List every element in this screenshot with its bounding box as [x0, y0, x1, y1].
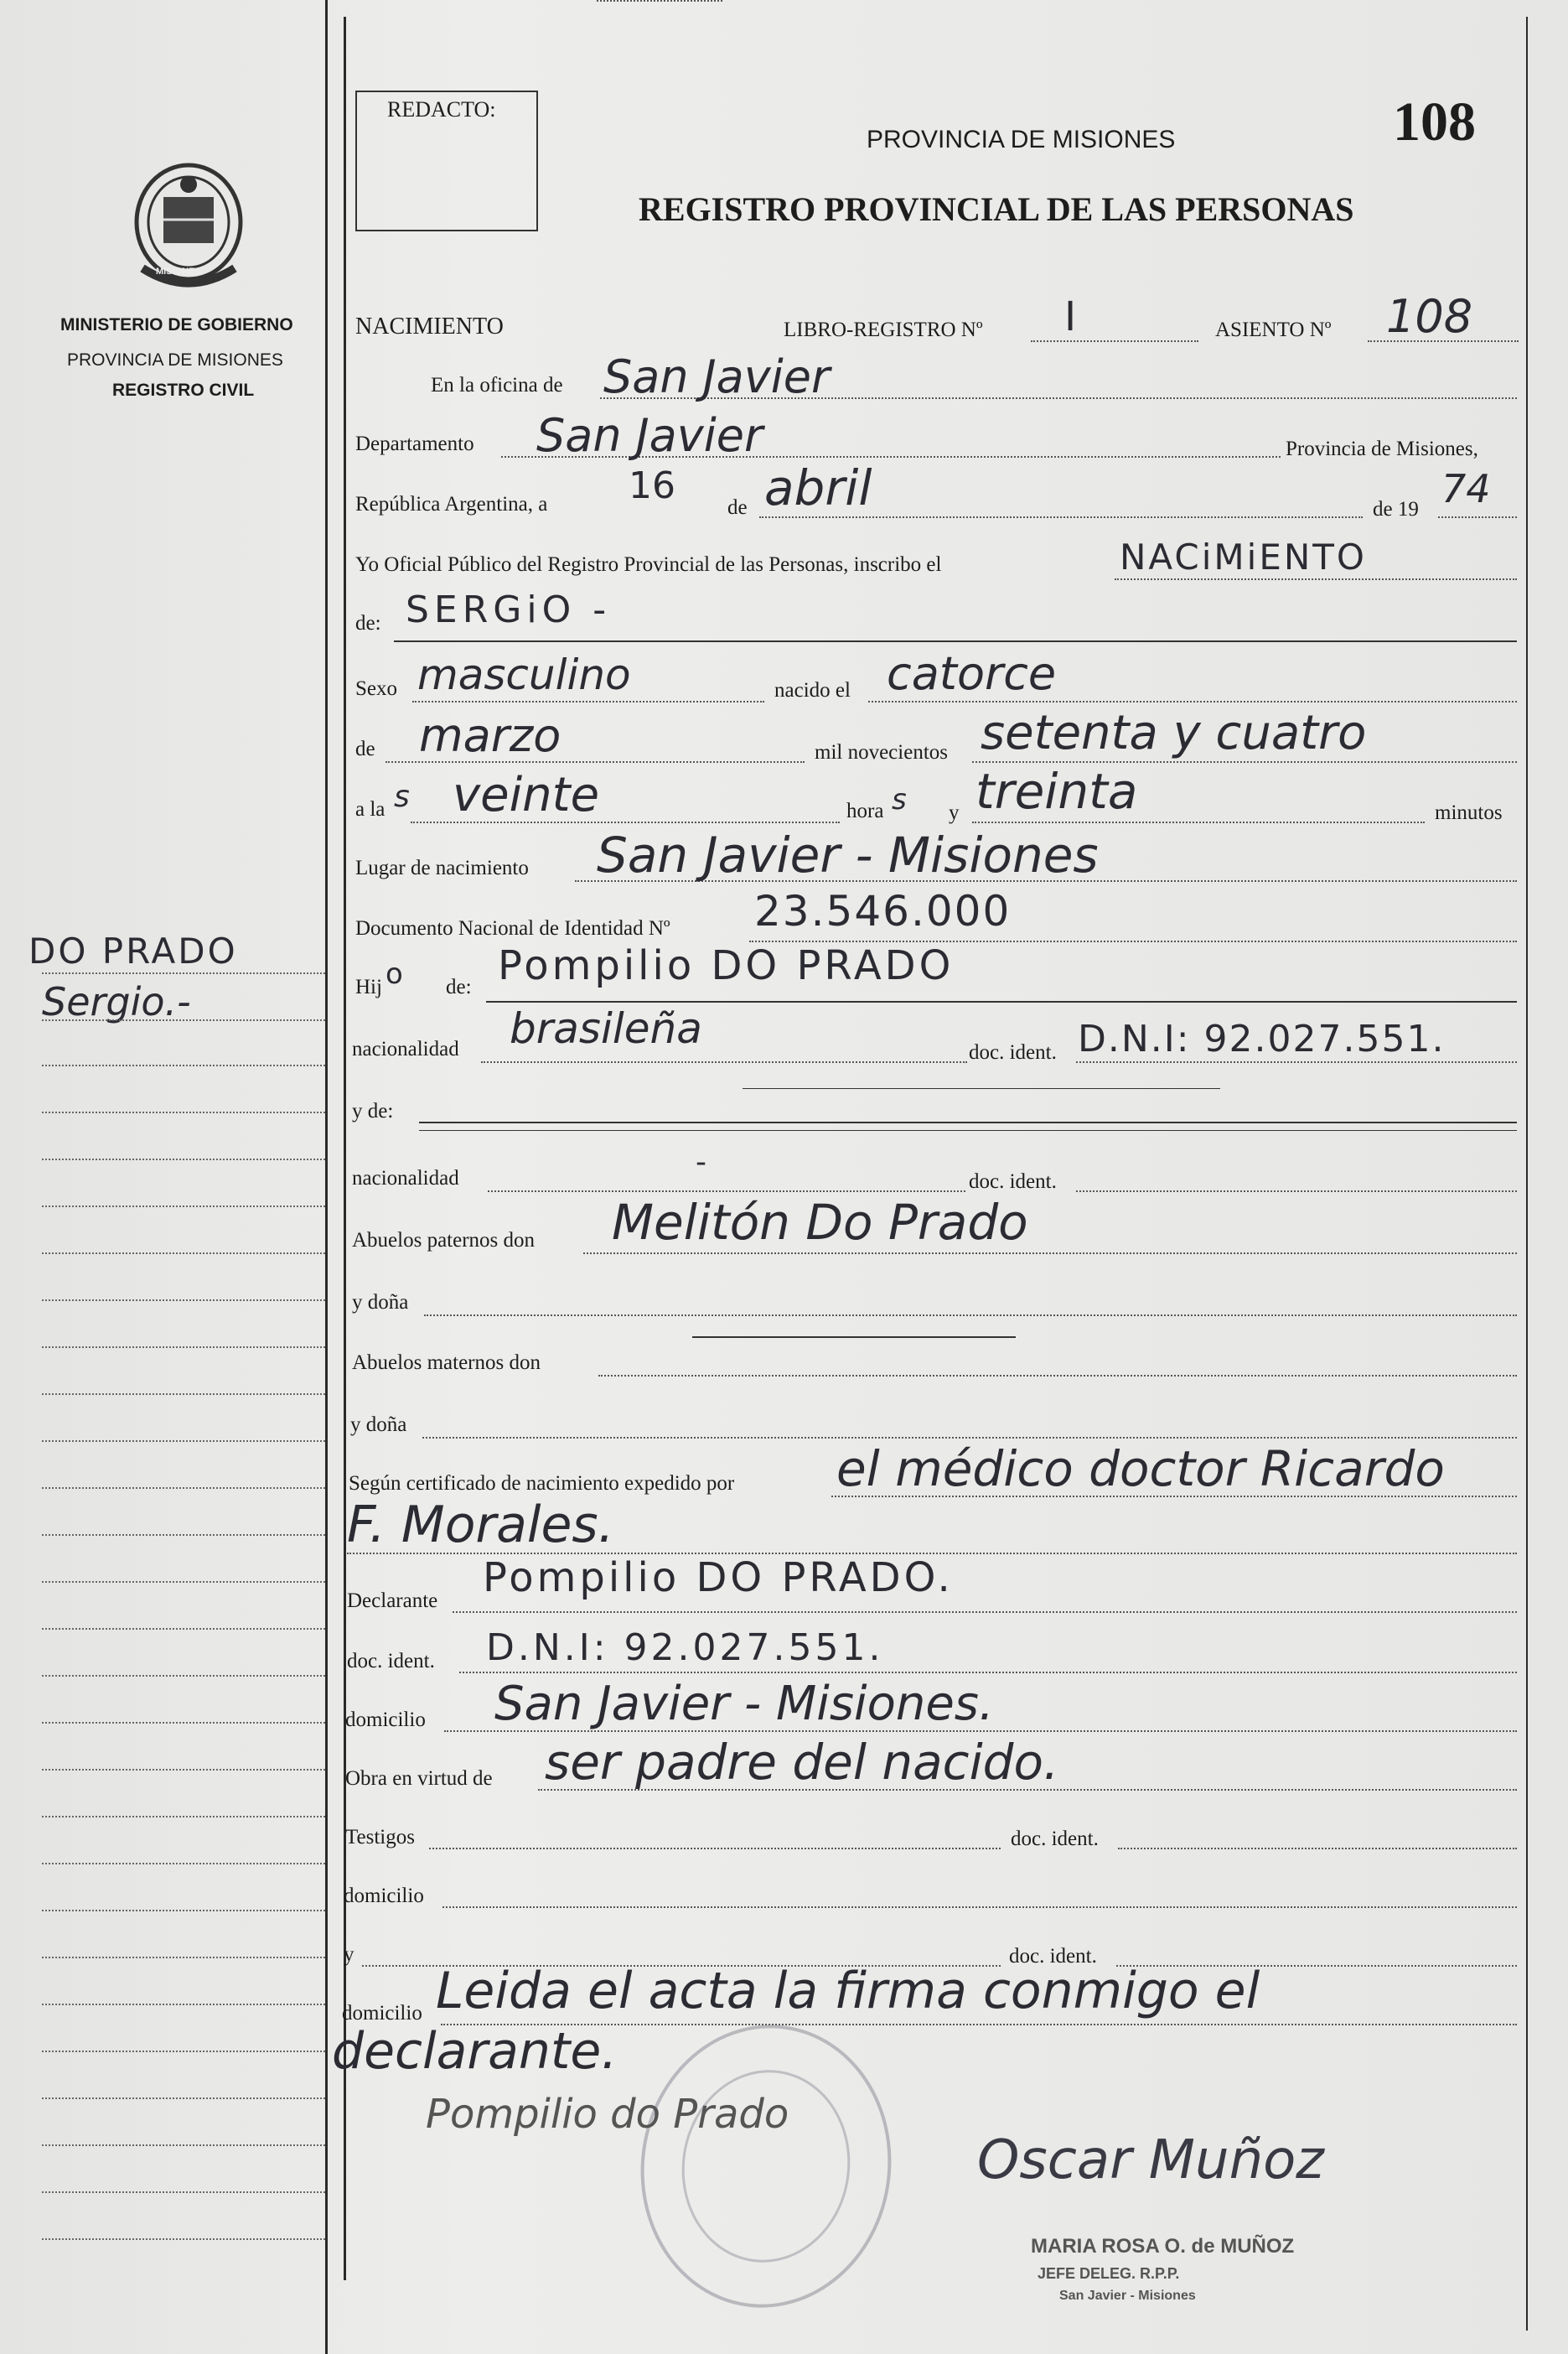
margin-rule-left [325, 0, 328, 2354]
page-rule-right [1526, 17, 1528, 2331]
declarante-value: Pompilio DO PRADO. [483, 1554, 954, 1601]
obra-label: Obra en virtud de [345, 1767, 493, 1790]
libro-label: LIBRO-REGISTRO Nº [784, 319, 983, 341]
declarante-label: Declarante [347, 1589, 438, 1612]
domicilio-value: San Javier - Misiones. [494, 1677, 994, 1731]
redacto-label: REDACTO: [387, 97, 496, 122]
registry-title: REGISTRO PROVINCIAL DE LAS PERSONAS [639, 190, 1354, 228]
dni-value: 23.546.000 [754, 887, 1012, 936]
anio-nac-value: setenta y cuatro [981, 706, 1367, 760]
abuelos-paternos-label: Abuelos paternos don [352, 1229, 536, 1252]
republica-label: República Argentina, a [355, 493, 548, 516]
lugar-label: Lugar de nacimiento [355, 857, 529, 879]
margin-note-name: Sergio.- [42, 979, 191, 1024]
sexo-value: masculino [417, 651, 631, 699]
certificado-value-2: F. Morales. [347, 1496, 614, 1554]
departamento-label: Departamento [355, 433, 474, 455]
domicilio-testigo2-label: domicilio [342, 2002, 422, 2025]
province-label: PROVINCIA DE MISIONES [67, 350, 283, 370]
a-la-suffix: s [394, 780, 410, 814]
nacionalidad-madre-label: nacionalidad [352, 1167, 459, 1190]
margin-rule-right [344, 17, 346, 2280]
official-place: San Javier - Misiones [1059, 2289, 1196, 2303]
folio-number: 108 [1393, 91, 1476, 153]
asiento-label: ASIENTO Nº [1215, 319, 1332, 341]
nombre-value: SERGiO - [406, 588, 612, 631]
province-heading: PROVINCIA DE MISIONES [867, 126, 1176, 153]
doc-ident-madre-label: doc. ident. [969, 1170, 1057, 1193]
nacido-value: catorce [887, 647, 1057, 700]
anio-value: 74 [1441, 466, 1491, 511]
y-testigo-label: y [344, 1943, 354, 1966]
provincia-suffix: Provincia de Misiones, [1286, 438, 1478, 460]
province-seal-icon [126, 159, 251, 302]
doc-padre-value: D.N.I: 92.027.551. [1078, 1018, 1446, 1060]
y-testigo-doc-label: doc. ident. [1009, 1945, 1097, 1968]
obra-value: ser padre del nacido. [545, 1734, 1059, 1791]
hora-value: veinte [453, 768, 600, 822]
mes-nac-value: marzo [419, 709, 561, 762]
y-dona-label: y doña [352, 1291, 409, 1314]
official-title: JEFE DELEG. R.P.P. [1038, 2265, 1180, 2282]
domicilio-label: domicilio [345, 1708, 426, 1731]
mil-label: mil novecientos [815, 741, 948, 764]
y-de-label: y de: [352, 1100, 394, 1123]
domicilio-testigo-label: domicilio [344, 1885, 424, 1907]
abuelos-maternos-label: Abuelos maternos don [352, 1351, 541, 1374]
minutos-label: minutos [1435, 801, 1503, 824]
doc-ident-decl-label: doc. ident. [347, 1650, 435, 1672]
y-label: y [949, 801, 960, 824]
segun-label: Según certificado de nacimiento expedido por [349, 1472, 735, 1495]
minutos-value: treinta [975, 763, 1138, 820]
lugar-value: San Javier - Misiones [597, 827, 1099, 884]
dia-de-label: de [727, 496, 748, 519]
asiento-value: 108 [1386, 290, 1473, 343]
y-dona-materna-label: y doña [350, 1413, 407, 1436]
certificado-value-1: el médico doctor Ricardo [836, 1440, 1445, 1497]
hijo-suffix: o [386, 957, 403, 991]
dia-value: 16 [629, 464, 675, 507]
margin-note-surname: DO PRADO [28, 931, 238, 972]
nacido-label: nacido el [774, 679, 851, 702]
mes-nac-label: de [355, 738, 375, 760]
nacionalidad-padre-value: brasileña [510, 1004, 702, 1053]
hijo-de-label: de: [446, 976, 472, 998]
departamento-value: San Javier [536, 409, 763, 462]
registry-label: REGISTRO CIVIL [112, 381, 255, 400]
padre-value: Pompilio DO PRADO [498, 942, 955, 989]
libro-value: I [1064, 293, 1077, 340]
cierre-line-1: Leida el acta la firma conmigo el [436, 1962, 1260, 2020]
nacionalidad-madre-value: - [696, 1145, 706, 1180]
hijo-label: Hij [355, 976, 382, 998]
mes-value: abril [764, 459, 872, 516]
dni-label: Documento Nacional de Identidad Nº [355, 917, 670, 940]
declarante-signature: Pompilio do Prado [426, 2091, 789, 2138]
record-type-label: NACIMIENTO [355, 314, 504, 340]
seal-label: MISIONES [156, 267, 201, 277]
oficial-text: Yo Oficial Público del Registro Provincial de las Personas, inscribo el [355, 553, 942, 576]
horas-label: hora [846, 800, 884, 822]
ministry-label: MINISTERIO DE GOBIERNO [60, 315, 293, 334]
nacionalidad-label: nacionalidad [352, 1038, 459, 1060]
testigos-doc-label: doc. ident. [1011, 1828, 1099, 1850]
cierre-line-2: declarante. [332, 2022, 618, 2081]
nombre-label: de: [355, 612, 381, 635]
official-signature: Oscar Muñoz [977, 2129, 1324, 2191]
doc-decl-value: D.N.I: 92.027.551. [486, 1626, 884, 1669]
a-la-label: a la [355, 798, 386, 821]
official-name: MARIA ROSA O. de MUÑOZ [1031, 2235, 1295, 2258]
oficina-label: En la oficina de [431, 374, 563, 397]
oficina-value: San Javier [603, 350, 831, 403]
testigos-label: Testigos [345, 1826, 415, 1848]
redacto-box [355, 91, 538, 231]
doc-ident-label: doc. ident. [969, 1041, 1057, 1064]
inscribo-value: NACiMiENTO [1120, 537, 1367, 578]
sexo-label: Sexo [355, 677, 397, 700]
anio-label: de 19 [1373, 498, 1419, 521]
abuelo-paterno-value: Melitón Do Prado [612, 1194, 1028, 1251]
horas-suffix: s [892, 783, 907, 817]
